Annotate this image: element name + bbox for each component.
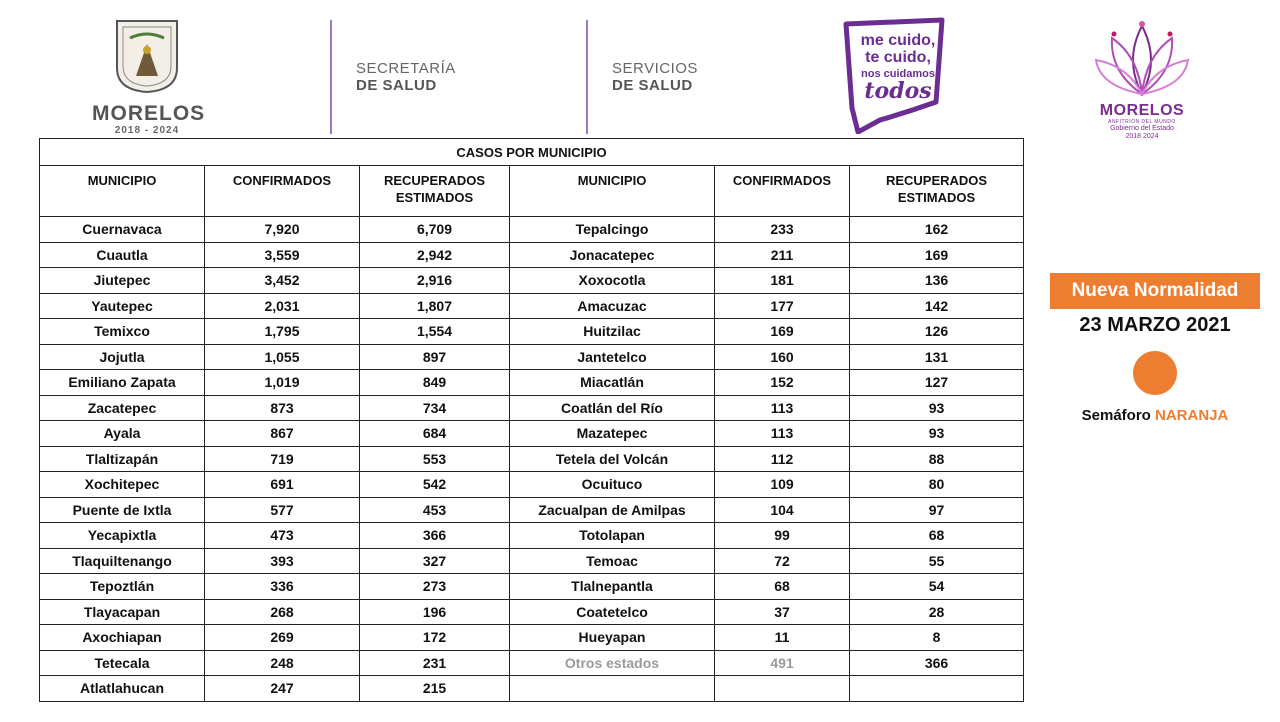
table-cell: 7,920 (205, 217, 360, 243)
table-cell: Cuautla (40, 242, 205, 268)
table-cell: 196 (360, 599, 510, 625)
table-cell (510, 676, 715, 702)
table-cell: 1,807 (360, 293, 510, 319)
table-cell: 142 (850, 293, 1024, 319)
table-cell: 366 (360, 523, 510, 549)
table-row (40, 293, 1024, 319)
state-years: 2018 - 2024 (114, 125, 180, 136)
table-cell: Tlaquiltenango (40, 548, 205, 574)
table-cell: 169 (850, 242, 1024, 268)
table-cell: 849 (360, 370, 510, 396)
table-cell: Tepoztlán (40, 574, 205, 600)
campaign-logo (838, 16, 950, 134)
table-cell: Tlayacapan (40, 599, 205, 625)
table-cell: 72 (715, 548, 850, 574)
table-cell: 231 (360, 650, 510, 676)
table-cell: 88 (850, 446, 1024, 472)
table-cell (715, 676, 850, 702)
table-cell: 11 (715, 625, 850, 651)
table-row (40, 268, 1024, 294)
table-cell: 127 (850, 370, 1024, 396)
table-cell: Zacatepec (40, 395, 205, 421)
table-cell: Temixco (40, 319, 205, 345)
state-shield-icon (114, 18, 180, 94)
table-row (40, 344, 1024, 370)
table-cell: 181 (715, 268, 850, 294)
table-cell: 3,452 (205, 268, 360, 294)
table-cell: 160 (715, 344, 850, 370)
brand-tagline: ANFITRIÓN DEL MUNDO (1108, 119, 1176, 125)
table-cell: 28 (850, 599, 1024, 625)
traffic-label: Semáforo (1081, 407, 1151, 424)
table-row (40, 599, 1024, 625)
table-title: CASOS POR MUNICIPIO (40, 139, 1024, 166)
table-cell: 867 (205, 421, 360, 447)
table-cell: Miacatlán (510, 370, 715, 396)
table-row (40, 370, 1024, 396)
table-cell: Jonacatepec (510, 242, 715, 268)
table-cell: Jiutepec (40, 268, 205, 294)
table-cell: 80 (850, 472, 1024, 498)
column-header: MUNICIPIO (40, 166, 205, 217)
table-cell: 162 (850, 217, 1024, 243)
table-cell: Tlalnepantla (510, 574, 715, 600)
table-row (40, 574, 1024, 600)
table-cell: 542 (360, 472, 510, 498)
brand-gov-line2: 2018 2024 (1125, 133, 1159, 140)
morelos-logo (92, 18, 206, 138)
table-cell: Huitzilac (510, 319, 715, 345)
table-row (40, 395, 1024, 421)
table-cell: Zacualpan de Amilpas (510, 497, 715, 523)
table-row (40, 650, 1024, 676)
column-header: RECUPERADOS ESTIMADOS (850, 166, 1024, 217)
table-cell: 113 (715, 421, 850, 447)
table-cell: 1,795 (205, 319, 360, 345)
table-cell: Hueyapan (510, 625, 715, 651)
table-cell: 93 (850, 395, 1024, 421)
table-cell: 54 (850, 574, 1024, 600)
table-cell: 93 (850, 421, 1024, 447)
table-cell: 99 (715, 523, 850, 549)
table-cell: 8 (850, 625, 1024, 651)
table-cell: 248 (205, 650, 360, 676)
table-cell: 268 (205, 599, 360, 625)
table-cell: 97 (850, 497, 1024, 523)
table-cell: 473 (205, 523, 360, 549)
table-cell: Xochitepec (40, 472, 205, 498)
table-cell: Ayala (40, 421, 205, 447)
campaign-line4: todos (864, 78, 932, 104)
table-row (40, 548, 1024, 574)
traffic-light-dot (1133, 351, 1177, 395)
table-cell: 247 (205, 676, 360, 702)
cases-by-municipality-table (39, 138, 1024, 702)
table-cell: 3,559 (205, 242, 360, 268)
campaign-line1: me cuido, (860, 32, 936, 49)
table-cell: Coatlán del Río (510, 395, 715, 421)
table-cell (850, 676, 1024, 702)
agency1-line2: DE SALUD (356, 77, 437, 94)
page-header (0, 0, 1185, 140)
table-cell: Yautepec (40, 293, 205, 319)
table-cell: 577 (205, 497, 360, 523)
table-cell: 109 (715, 472, 850, 498)
table-cell: 6,709 (360, 217, 510, 243)
state-name: MORELOS (92, 102, 206, 125)
table-cell: 104 (715, 497, 850, 523)
table-cell: 2,916 (360, 268, 510, 294)
table-cell: 55 (850, 548, 1024, 574)
table-cell: Tlaltizapán (40, 446, 205, 472)
phase-badge: Nueva Normalidad (1050, 273, 1260, 309)
table-cell: 453 (360, 497, 510, 523)
agency2-line2: DE SALUD (612, 77, 693, 94)
table-cell: 136 (850, 268, 1024, 294)
lotus-icon (1094, 20, 1190, 98)
table-cell: Yecapixtla (40, 523, 205, 549)
table-row (40, 523, 1024, 549)
table-row (40, 676, 1024, 702)
table-cell: 734 (360, 395, 510, 421)
table-cell: 68 (850, 523, 1024, 549)
table-cell: Atlatlahucan (40, 676, 205, 702)
table-cell: Mazatepec (510, 421, 715, 447)
campaign-slogan (852, 32, 944, 104)
table-cell: Jojutla (40, 344, 205, 370)
status-panel (1050, 273, 1260, 424)
table-cell: Amacuzac (510, 293, 715, 319)
table-row (40, 472, 1024, 498)
table-cell: Ocuituco (510, 472, 715, 498)
table-row (40, 421, 1024, 447)
table-cell: 2,031 (205, 293, 360, 319)
column-header: MUNICIPIO (510, 166, 715, 217)
table-cell: 172 (360, 625, 510, 651)
table-row (40, 497, 1024, 523)
table-cell: 152 (715, 370, 850, 396)
table-cell: 131 (850, 344, 1024, 370)
table-cell: 897 (360, 344, 510, 370)
table-cell: 1,019 (205, 370, 360, 396)
table-cell: 169 (715, 319, 850, 345)
table-cell: 553 (360, 446, 510, 472)
table-cell: 719 (205, 446, 360, 472)
secretaria-salud-label (356, 60, 456, 94)
header-divider (330, 20, 332, 134)
brand-name: MORELOS (1099, 102, 1185, 119)
table-cell: 336 (205, 574, 360, 600)
table-cell: 393 (205, 548, 360, 574)
table-cell: 112 (715, 446, 850, 472)
table-cell: 177 (715, 293, 850, 319)
morelos-brand-logo (1092, 20, 1192, 140)
brand-gov-line1: Gobierno del Estado (1110, 125, 1174, 132)
table-cell: 2,942 (360, 242, 510, 268)
table-cell: 113 (715, 395, 850, 421)
table-cell: 215 (360, 676, 510, 702)
table-cell: Cuernavaca (40, 217, 205, 243)
column-header: CONFIRMADOS (715, 166, 850, 217)
table-cell: 273 (360, 574, 510, 600)
agency1-line1: SECRETARÍA (356, 60, 456, 77)
status-date: 23 MARZO 2021 (1079, 314, 1231, 336)
table-cell: 211 (715, 242, 850, 268)
table-header-row (40, 166, 1024, 217)
table-cell: Otros estados (510, 650, 715, 676)
column-header: RECUPERADOS ESTIMADOS (360, 166, 510, 217)
table-cell: Totolapan (510, 523, 715, 549)
table-cell: 366 (850, 650, 1024, 676)
table-body (40, 217, 1024, 702)
table-cell: 684 (360, 421, 510, 447)
table-cell: 233 (715, 217, 850, 243)
table-cell: Tetela del Volcán (510, 446, 715, 472)
table-cell: Jantetelco (510, 344, 715, 370)
table-cell: 1,554 (360, 319, 510, 345)
table-cell: Puente de Ixtla (40, 497, 205, 523)
traffic-color-name: NARANJA (1155, 407, 1229, 424)
table-row (40, 319, 1024, 345)
table-cell: Tepalcingo (510, 217, 715, 243)
traffic-light-label (1050, 407, 1260, 424)
table-cell: 873 (205, 395, 360, 421)
header-divider (586, 20, 588, 134)
table-cell: Axochiapan (40, 625, 205, 651)
table-cell: Temoac (510, 548, 715, 574)
table-row (40, 446, 1024, 472)
table-row (40, 242, 1024, 268)
servicios-salud-label (612, 60, 698, 94)
table-cell: 327 (360, 548, 510, 574)
table-cell: 68 (715, 574, 850, 600)
table-cell: Tetecala (40, 650, 205, 676)
table-cell: Emiliano Zapata (40, 370, 205, 396)
table-row (40, 217, 1024, 243)
column-header: CONFIRMADOS (205, 166, 360, 217)
table-cell: 37 (715, 599, 850, 625)
table-cell: 1,055 (205, 344, 360, 370)
table-cell: Coatetelco (510, 599, 715, 625)
agency2-line1: SERVICIOS (612, 60, 698, 77)
table-row (40, 625, 1024, 651)
table-cell: Xoxocotla (510, 268, 715, 294)
table-cell: 269 (205, 625, 360, 651)
table-cell: 126 (850, 319, 1024, 345)
table-cell: 691 (205, 472, 360, 498)
campaign-line3: nos cuidamos (861, 68, 935, 80)
table-cell: 491 (715, 650, 850, 676)
campaign-line2: te cuido, (865, 49, 931, 66)
